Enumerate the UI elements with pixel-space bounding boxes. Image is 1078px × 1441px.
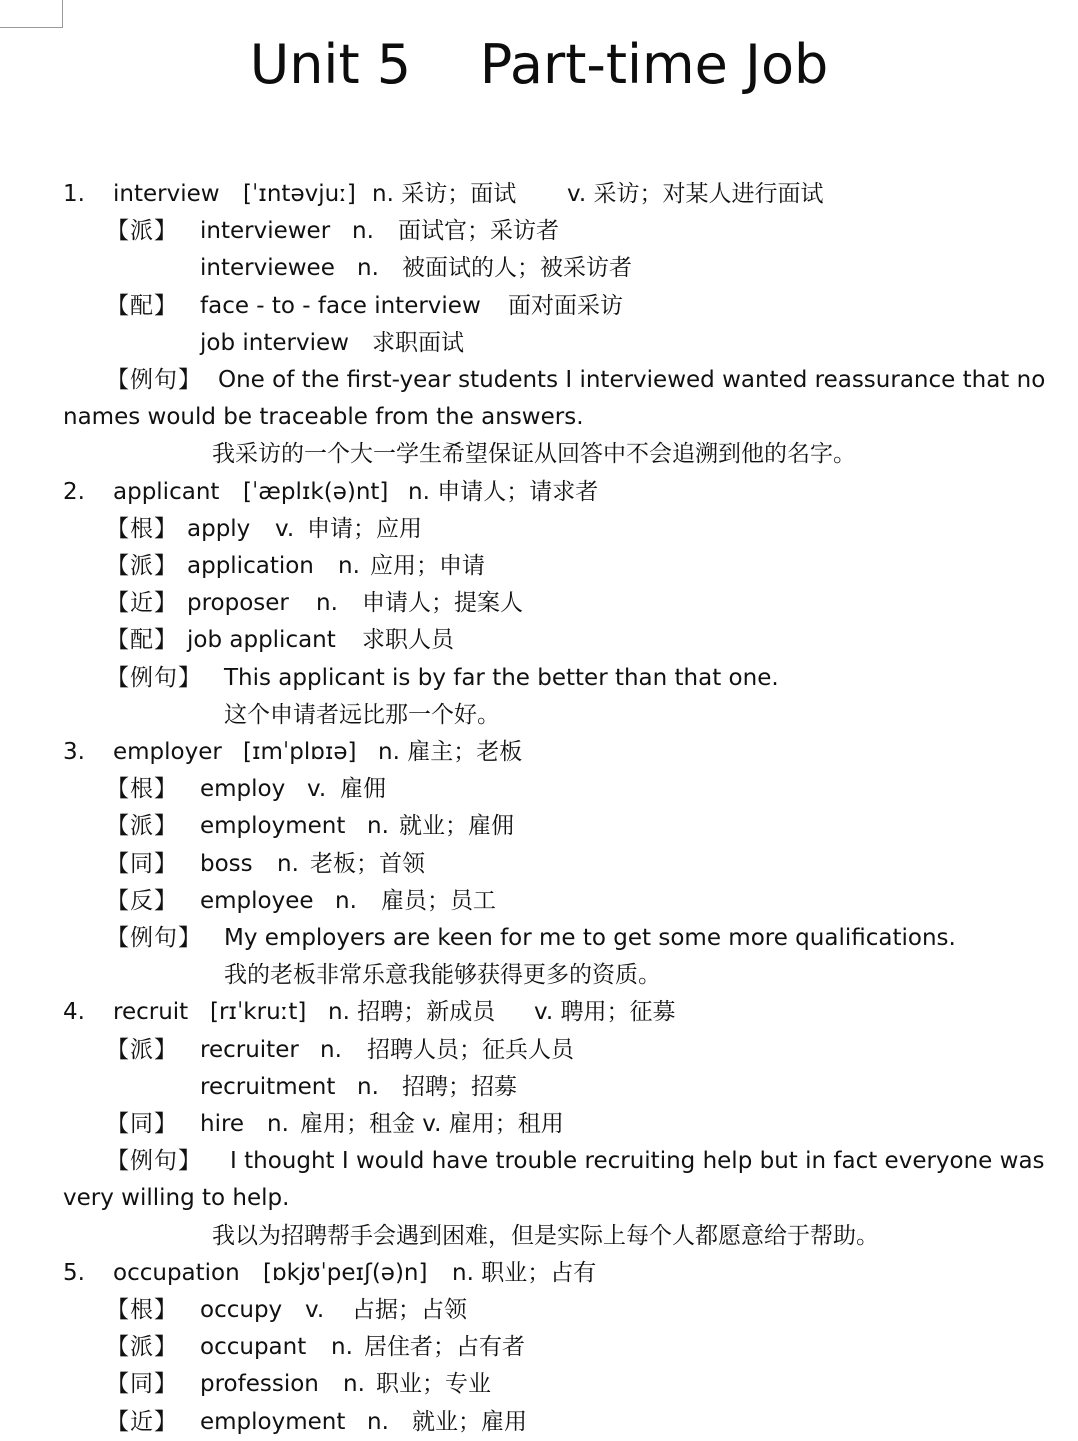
part-of-speech: n. [357,1074,379,1100]
part-of-speech: n. [316,590,338,616]
related-word: apply [187,516,251,542]
related-definition: 求职面试 [372,330,464,356]
example-tag: 【例句】 [106,367,202,393]
headword: interview [113,181,220,207]
related-word: occupy [200,1297,283,1323]
category-tag: 【派】 [106,1334,178,1360]
example-sentence: My employers are keen for me to get some more qualifications. [224,925,956,951]
phonetic: [rɪˈkruːt] [210,999,307,1025]
entry-number: 1. [63,181,85,207]
category-tag: 【同】 [106,1111,178,1137]
part-of-speech: v. [305,1297,325,1323]
example-tag: 【例句】 [106,1148,202,1174]
related-word: job interview [200,330,349,356]
part-of-speech: n. [352,218,374,244]
example-sentence-continued: names would be traceable from the answers. [63,404,584,430]
related-word: hire [200,1111,245,1137]
definition: n. 招聘；新成员 [328,999,496,1025]
phonetic: [ˈæplɪk(ə)nt] [243,479,389,505]
category-tag: 【近】 [106,1409,178,1435]
related-definition: 职业；专业 [376,1371,491,1397]
related-word: boss [200,851,253,877]
related-word: job applicant [187,627,336,653]
related-definition: 应用；申请 [370,553,485,579]
related-word: profession [200,1371,319,1397]
related-definition: 就业；雇用 [412,1409,527,1435]
related-word: employee [200,888,314,914]
related-definition: 招聘；招募 [402,1074,517,1100]
part-of-speech: n. [335,888,357,914]
related-word: interviewee [200,255,335,281]
headword: applicant [113,479,220,505]
related-word: occupant [200,1334,307,1360]
example-sentence: This applicant is by far the better than that one. [224,665,779,691]
category-tag: 【根】 [106,1297,178,1323]
example-tag: 【例句】 [106,925,202,951]
page-corner-mark [0,0,63,28]
page-title: Unit 5 Part-time Job [249,33,829,96]
related-definition: 老板；首领 [310,851,425,877]
part-of-speech: n. [331,1334,353,1360]
part-of-speech: n. [367,1409,389,1435]
category-tag: 【同】 [106,851,178,877]
category-tag: 【同】 [106,1371,178,1397]
category-tag: 【配】 [106,293,178,319]
related-definition: 申请人；提案人 [362,590,523,616]
related-word: recruiter [200,1037,299,1063]
part-of-speech: n. [343,1371,365,1397]
example-sentence: I thought I would have trouble recruiting help but in fact everyone was [230,1148,1045,1174]
definition: n. 雇主；老板 [378,739,523,765]
phonetic: [ˈɪntəvjuː] [243,181,356,207]
related-definition: 招聘人员；征兵人员 [367,1037,574,1063]
related-word: application [187,553,314,579]
example-translation: 我采访的一个大一学生希望保证从回答中不会追溯到他的名字。 [212,441,856,467]
part-of-speech: n. [277,851,299,877]
headword: employer [113,739,222,765]
example-sentence-continued: very willing to help. [63,1185,290,1211]
related-word: employment [200,1409,346,1435]
definition: v. 聘用；征募 [534,999,676,1025]
related-word: recruitment [200,1074,336,1100]
example-translation: 这个申请者远比那一个好。 [224,702,500,728]
example-translation: 我的老板非常乐意我能够获得更多的资质。 [224,962,661,988]
part-of-speech: n. [267,1111,289,1137]
related-definition: 居住者；占有者 [364,1334,525,1360]
related-word: employment [200,813,346,839]
phonetic: [ɒkjʊˈpeɪʃ(ə)n] [263,1260,428,1286]
related-word: interviewer [200,218,331,244]
related-word: proposer [187,590,289,616]
entry-number: 5. [63,1260,85,1286]
category-tag: 【配】 [106,627,178,653]
related-definition: 被面试的人；被采访者 [402,255,632,281]
part-of-speech: v. [307,776,327,802]
category-tag: 【派】 [106,218,178,244]
headword: recruit [113,999,189,1025]
example-tag: 【例句】 [106,665,202,691]
definition: n. 申请人；请求者 [408,479,599,505]
related-definition: 申请；应用 [307,516,422,542]
headword: occupation [113,1260,240,1286]
definition: n. 职业；占有 [452,1260,597,1286]
related-definition: 雇佣 [340,776,386,802]
entry-number: 4. [63,999,85,1025]
category-tag: 【派】 [106,1037,178,1063]
related-definition: 雇用；租金 v. 雇用；租用 [300,1111,564,1137]
related-word: face - to - face interview [200,293,481,319]
definition: v. 采访；对某人进行面试 [567,181,824,207]
related-definition: 就业；雇佣 [399,813,514,839]
related-definition: 面对面采访 [508,293,623,319]
part-of-speech: n. [320,1037,342,1063]
related-definition: 占据；占领 [352,1297,467,1323]
category-tag: 【近】 [106,590,178,616]
related-definition: 求职人员 [362,627,454,653]
category-tag: 【反】 [106,888,178,914]
part-of-speech: n. [367,813,389,839]
part-of-speech: v. [275,516,295,542]
related-word: employ [200,776,286,802]
phonetic: [ɪmˈplɒɪə] [243,739,357,765]
definition: n. 采访；面试 [372,181,517,207]
example-translation: 我以为招聘帮手会遇到困难，但是实际上每个人都愿意给于帮助。 [212,1223,879,1249]
entry-number: 3. [63,739,85,765]
category-tag: 【派】 [106,553,178,579]
category-tag: 【根】 [106,516,178,542]
part-of-speech: n. [338,553,360,579]
part-of-speech: n. [357,255,379,281]
category-tag: 【派】 [106,813,178,839]
example-sentence: One of the first-year students I interviewed wanted reassurance that no [218,367,1046,393]
entry-number: 2. [63,479,85,505]
related-definition: 面试官；采访者 [398,218,559,244]
category-tag: 【根】 [106,776,178,802]
related-definition: 雇员；员工 [381,888,496,914]
